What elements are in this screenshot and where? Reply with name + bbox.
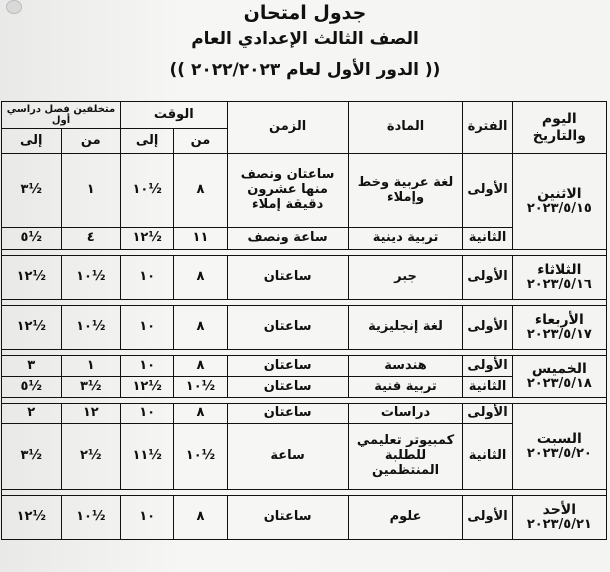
table-row <box>2 154 607 228</box>
makeup-from-cell: ٣½ <box>61 377 120 398</box>
makeup-to-cell: ٣ <box>2 356 62 377</box>
time-from-cell: ٨ <box>174 306 227 350</box>
time-from-cell: ٨ <box>174 154 227 228</box>
period-cell: الثانية <box>463 424 512 490</box>
exam-date: ٢٠٢٣/٥/١٧ <box>526 327 592 343</box>
exam-date: ٢٠٢٣/٥/١٨ <box>526 376 592 392</box>
time-to-cell: ١٠ <box>120 256 173 300</box>
table-row <box>2 404 607 424</box>
time-from-cell: ٨ <box>174 496 227 540</box>
makeup-from-cell: ٤ <box>61 228 120 250</box>
duration-cell: ساعتان <box>227 377 348 398</box>
time-to-cell: ١٠ <box>120 356 173 377</box>
period-cell: الأولى <box>463 256 512 300</box>
duration-cell: ساعتان <box>227 356 348 377</box>
duration-cell: ساعتان ونصف منها عشرون دقيقة إملاء <box>227 154 348 228</box>
header-to: إلى <box>120 129 173 154</box>
day-name: الأحد <box>542 501 577 518</box>
exam-round: (( الدور الأول لعام ٢٠٢٢/٢٠٢٣ )) <box>169 60 441 80</box>
time-from-cell: ١٠½ <box>174 424 227 490</box>
header-from: من <box>174 129 227 154</box>
time-from-cell: ٨ <box>174 404 227 424</box>
table-row <box>2 356 607 377</box>
day-cell <box>512 154 606 250</box>
period-cell: الثانية <box>463 377 512 398</box>
time-to-cell: ١٠ <box>120 496 173 540</box>
makeup-to-cell: ٢ <box>2 404 62 424</box>
exam-date: ٢٠٢٣/٥/٢١ <box>526 517 592 533</box>
time-from-cell: ١١ <box>174 228 227 250</box>
day-name: الثلاثاء <box>537 261 582 278</box>
duration-cell: ساعة <box>227 424 348 490</box>
page-subtitle: الصف الثالث الإعدادي العام <box>191 29 419 49</box>
header-row <box>2 102 607 129</box>
time-to-cell: ١٠½ <box>120 154 173 228</box>
makeup-from-cell: ١ <box>61 356 120 377</box>
time-from-cell: ٨ <box>174 256 227 300</box>
makeup-from-cell: ١٠½ <box>61 256 120 300</box>
makeup-to-cell: ٥½ <box>2 377 62 398</box>
subject-cell: تربية دينية <box>348 228 463 250</box>
duration-cell: ساعتان <box>227 496 348 540</box>
header-to-2: إلى <box>2 129 62 154</box>
table-row <box>2 306 607 350</box>
subject-cell: جبر <box>348 256 463 300</box>
day-cell <box>512 256 606 300</box>
makeup-to-cell: ١٢½ <box>2 256 62 300</box>
period-cell: الأولى <box>463 404 512 424</box>
day-cell <box>512 496 606 540</box>
exam-date: ٢٠٢٣/٥/١٦ <box>526 277 592 293</box>
header-first-term-makeup: متخلفين فصل دراسي أول <box>2 102 121 129</box>
day-name: الأربعاء <box>534 311 584 328</box>
makeup-from-cell: ١٢ <box>61 404 120 424</box>
header-period: الفترة <box>463 102 512 154</box>
makeup-to-cell: ١٢½ <box>2 306 62 350</box>
day-name: الخميس <box>531 360 587 377</box>
page-title: جدول امتحان <box>243 2 367 24</box>
duration-cell: ساعتان <box>227 256 348 300</box>
day-cell <box>512 404 606 490</box>
header-subject: المادة <box>348 102 463 154</box>
time-from-cell: ١٠½ <box>174 377 227 398</box>
period-cell: الأولى <box>463 356 512 377</box>
table-row <box>2 496 607 540</box>
time-to-cell: ١٢½ <box>120 377 173 398</box>
day-cell <box>512 306 606 350</box>
header-duration: الزمن <box>227 102 348 154</box>
makeup-to-cell: ١٢½ <box>2 496 62 540</box>
subject-cell: كمبيوتر تعليمي للطلبة المنتظمين <box>348 424 463 490</box>
exam-date: ٢٠٢٣/٥/٢٠ <box>526 446 592 462</box>
period-cell: الأولى <box>463 306 512 350</box>
exam-schedule-table <box>1 101 607 540</box>
duration-cell: ساعة ونصف <box>227 228 348 250</box>
exam-date: ٢٠٢٣/٥/١٥ <box>526 201 592 217</box>
period-cell: الأولى <box>463 496 512 540</box>
time-to-cell: ١١½ <box>120 424 173 490</box>
duration-cell: ساعتان <box>227 306 348 350</box>
makeup-from-cell: ١ <box>61 154 120 228</box>
table-row <box>2 256 607 300</box>
period-cell: الثانية <box>463 228 512 250</box>
header-day-date: اليوم والتاريخ <box>512 102 606 154</box>
day-cell <box>512 356 606 398</box>
day-name: السبت <box>536 430 582 447</box>
subject-cell: علوم <box>348 496 463 540</box>
subject-cell: لغة عربية وخط وإملاء <box>348 154 463 228</box>
makeup-from-cell: ١٠½ <box>61 306 120 350</box>
time-to-cell: ١٠ <box>120 306 173 350</box>
makeup-to-cell: ٣½ <box>2 154 62 228</box>
subject-cell: لغة إنجليزية <box>348 306 463 350</box>
makeup-from-cell: ٢½ <box>61 424 120 490</box>
duration-cell: ساعتان <box>227 404 348 424</box>
day-name: الاثنين <box>537 185 582 202</box>
subject-cell: دراسات <box>348 404 463 424</box>
subject-cell: تربية فنية <box>348 377 463 398</box>
makeup-to-cell: ٣½ <box>2 424 62 490</box>
subject-cell: هندسة <box>348 356 463 377</box>
header-from-2: من <box>61 129 120 154</box>
time-to-cell: ١٢½ <box>120 228 173 250</box>
makeup-to-cell: ٥½ <box>2 228 62 250</box>
period-cell: الأولى <box>463 154 512 228</box>
makeup-from-cell: ١٠½ <box>61 496 120 540</box>
header-time: الوقت <box>120 102 227 129</box>
time-to-cell: ١٠ <box>120 404 173 424</box>
time-from-cell: ٨ <box>174 356 227 377</box>
